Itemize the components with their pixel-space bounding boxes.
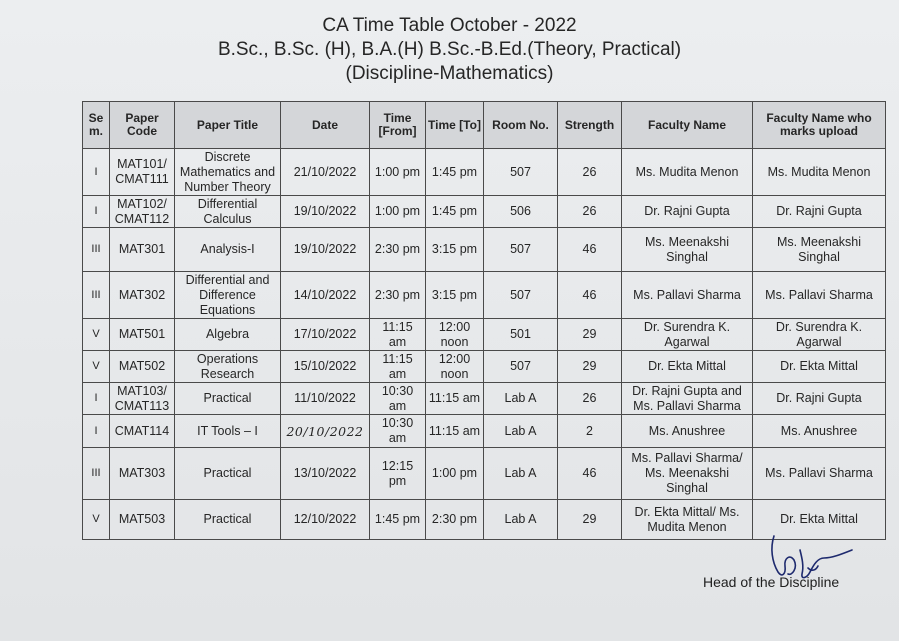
table-row <box>83 383 886 415</box>
cell-code: MAT301 <box>110 228 175 272</box>
cell-to: 12:00 noon <box>426 351 484 383</box>
col-header-paper-title: Paper Title <box>175 102 281 149</box>
table-row <box>83 351 886 383</box>
cell-code: MAT103/ CMAT113 <box>110 383 175 415</box>
col-header-paper-code: Paper Code <box>110 102 175 149</box>
cell-code: CMAT114 <box>110 415 175 448</box>
cell-room: 506 <box>484 196 558 228</box>
cell-date: 12/10/2022 <box>281 500 370 540</box>
cell-room: Lab A <box>484 500 558 540</box>
cell-code: MAT501 <box>110 319 175 351</box>
cell-strength: 26 <box>558 149 622 196</box>
cell-code: MAT102/ CMAT112 <box>110 196 175 228</box>
cell-to: 11:15 am <box>426 415 484 448</box>
cell-room: 501 <box>484 319 558 351</box>
cell-from: 11:15 am <box>370 319 426 351</box>
cell-title: Differential and Difference Equations <box>175 272 281 319</box>
col-header-room: Room No. <box>484 102 558 149</box>
cell-date: 15/10/2022 <box>281 351 370 383</box>
cell-from: 1:00 pm <box>370 196 426 228</box>
title-line-3: (Discipline-Mathematics) <box>345 63 554 84</box>
header-row <box>83 102 886 149</box>
cell-sem: V <box>83 500 110 540</box>
cell-faculty: Dr. Surendra K. Agarwal <box>622 319 753 351</box>
cell-upload: Dr. Rajni Gupta <box>753 383 886 415</box>
cell-sem: I <box>83 415 110 448</box>
cell-strength: 29 <box>558 319 622 351</box>
cell-title: Analysis-I <box>175 228 281 272</box>
cell-to: 1:45 pm <box>426 196 484 228</box>
cell-to: 2:30 pm <box>426 500 484 540</box>
cell-strength: 26 <box>558 196 622 228</box>
cell-title: Operations Research <box>175 351 281 383</box>
cell-code: MAT503 <box>110 500 175 540</box>
table-row <box>83 228 886 272</box>
cell-faculty: Dr. Rajni Gupta and Ms. Pallavi Sharma <box>622 383 753 415</box>
cell-room: 507 <box>484 351 558 383</box>
cell-faculty: Ms. Mudita Menon <box>622 149 753 196</box>
cell-room: 507 <box>484 149 558 196</box>
cell-from: 1:45 pm <box>370 500 426 540</box>
cell-title: Algebra <box>175 319 281 351</box>
cell-upload: Dr. Rajni Gupta <box>753 196 886 228</box>
cell-upload: Dr. Surendra K. Agarwal <box>753 319 886 351</box>
cell-upload: Ms. Anushree <box>753 415 886 448</box>
cell-upload: Dr. Ekta Mittal <box>753 351 886 383</box>
cell-faculty: Dr. Ekta Mittal <box>622 351 753 383</box>
cell-to: 1:00 pm <box>426 448 484 500</box>
cell-strength: 29 <box>558 500 622 540</box>
col-header-date: Date <box>281 102 370 149</box>
cell-date: 21/10/2022 <box>281 149 370 196</box>
col-header-time-to: Time [To] <box>426 102 484 149</box>
cell-title: Differential Calculus <box>175 196 281 228</box>
cell-upload: Ms. Meenakshi Singhal <box>753 228 886 272</box>
cell-strength: 29 <box>558 351 622 383</box>
cell-faculty: Ms. Meenakshi Singhal <box>622 228 753 272</box>
cell-date: 17/10/2022 <box>281 319 370 351</box>
table-row <box>83 415 886 448</box>
cell-code: MAT502 <box>110 351 175 383</box>
cell-faculty: Dr. Ekta Mittal/ Ms. Mudita Menon <box>622 500 753 540</box>
cell-code: MAT303 <box>110 448 175 500</box>
cell-faculty: Dr. Rajni Gupta <box>622 196 753 228</box>
cell-title: IT Tools – I <box>175 415 281 448</box>
cell-room: Lab A <box>484 415 558 448</box>
cell-code: MAT302 <box>110 272 175 319</box>
cell-room: Lab A <box>484 383 558 415</box>
cell-upload: Ms. Mudita Menon <box>753 149 886 196</box>
cell-faculty: Ms. Pallavi Sharma <box>622 272 753 319</box>
cell-upload: Dr. Ekta Mittal <box>753 500 886 540</box>
cell-date: 19/10/2022 <box>281 228 370 272</box>
cell-from: 2:30 pm <box>370 228 426 272</box>
cell-sem: V <box>83 319 110 351</box>
cell-upload: Ms. Pallavi Sharma <box>753 448 886 500</box>
table-row <box>83 319 886 351</box>
cell-to: 1:45 pm <box>426 149 484 196</box>
cell-to: 12:00 noon <box>426 319 484 351</box>
cell-sem: I <box>83 149 110 196</box>
cell-sem: V <box>83 351 110 383</box>
cell-room: Lab A <box>484 448 558 500</box>
cell-to: 3:15 pm <box>426 272 484 319</box>
cell-title: Discrete Mathematics and Number Theory <box>175 149 281 196</box>
title-line-2: B.Sc., B.Sc. (H), B.A.(H) B.Sc.-B.Ed.(Theory, Practical) <box>217 39 682 60</box>
cell-room: 507 <box>484 272 558 319</box>
cell-strength: 46 <box>558 272 622 319</box>
col-header-faculty: Faculty Name <box>622 102 753 149</box>
cell-faculty: Ms. Anushree <box>622 415 753 448</box>
cell-room: 507 <box>484 228 558 272</box>
col-header-time-from: Time [From] <box>370 102 426 149</box>
cell-from: 2:30 pm <box>370 272 426 319</box>
cell-code: MAT101/ CMAT111 <box>110 149 175 196</box>
cell-strength: 46 <box>558 228 622 272</box>
cell-title: Practical <box>175 500 281 540</box>
cell-sem: III <box>83 272 110 319</box>
cell-date-handwritten: 20/10/2022 <box>281 415 370 448</box>
cell-sem: I <box>83 383 110 415</box>
document-heading <box>0 14 899 86</box>
cell-to: 11:15 am <box>426 383 484 415</box>
cell-title: Practical <box>175 383 281 415</box>
cell-title: Practical <box>175 448 281 500</box>
cell-from: 12:15 pm <box>370 448 426 500</box>
cell-from: 10:30 am <box>370 383 426 415</box>
title-line-1: CA Time Table October - 2022 <box>322 15 577 36</box>
cell-date: 11/10/2022 <box>281 383 370 415</box>
cell-sem: I <box>83 196 110 228</box>
cell-strength: 46 <box>558 448 622 500</box>
cell-from: 11:15 am <box>370 351 426 383</box>
timetable <box>82 101 886 540</box>
cell-date: 19/10/2022 <box>281 196 370 228</box>
table-row <box>83 196 886 228</box>
col-header-strength: Strength <box>558 102 622 149</box>
table-row <box>83 149 886 196</box>
cell-faculty: Ms. Pallavi Sharma/ Ms. Meenakshi Singhal <box>622 448 753 500</box>
table-row <box>83 448 886 500</box>
col-header-sem: Se m. <box>83 102 110 149</box>
table-row <box>83 272 886 319</box>
cell-from: 1:00 pm <box>370 149 426 196</box>
cell-to: 3:15 pm <box>426 228 484 272</box>
cell-sem: III <box>83 448 110 500</box>
col-header-upload-faculty: Faculty Name who marks upload <box>753 102 886 149</box>
cell-date: 14/10/2022 <box>281 272 370 319</box>
cell-date: 13/10/2022 <box>281 448 370 500</box>
cell-strength: 2 <box>558 415 622 448</box>
cell-strength: 26 <box>558 383 622 415</box>
cell-from: 10:30 am <box>370 415 426 448</box>
cell-upload: Ms. Pallavi Sharma <box>753 272 886 319</box>
cell-sem: III <box>83 228 110 272</box>
head-of-discipline-label: Head of the Discipline <box>703 574 840 590</box>
